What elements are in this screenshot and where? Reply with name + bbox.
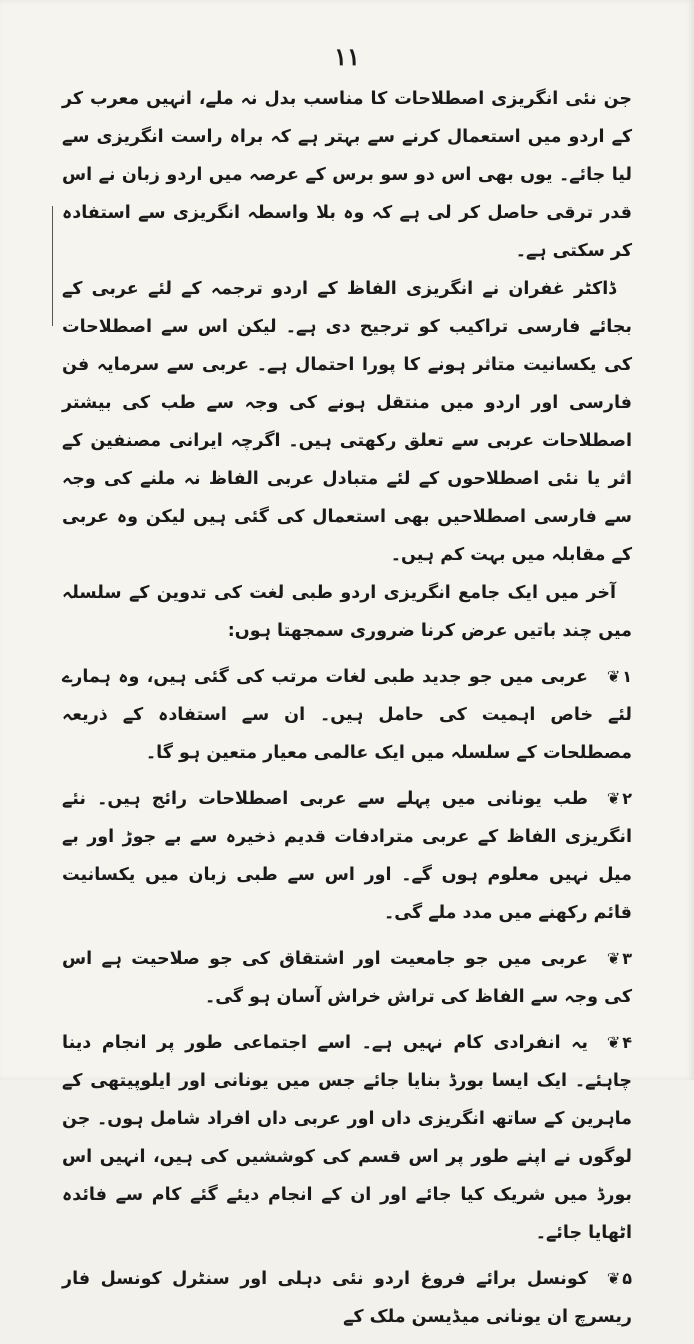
list-item-text: کونسل برائے فروغ اردو نئی دہلی اور سنٹرل کونسل فار ریسرچ ان یونانی میڈیسن ملک کے bbox=[62, 1269, 632, 1327]
list-item-text: عربی میں جو جدید طبی لغات مرتب کی گئی ہیں، وہ ہمارے لئے خاص اہمیت کی حامل ہیں۔ ان سے استفادہ کے ذریعہ مصطلحات کے سلسلہ میں ایک عالمی معیار متعین ہو گا۔ bbox=[62, 667, 632, 763]
list-item-marker: ❦ ۲ bbox=[607, 780, 632, 818]
numbered-list bbox=[62, 658, 632, 1336]
fleuron-icon: ❦ bbox=[606, 789, 621, 808]
paragraph-3: آخر میں ایک جامع انگریزی اردو طبی لغت کی تدوین کے سلسلہ میں چند باتیں عرض کرنا ضروری سمجھتا ہوں: bbox=[62, 583, 632, 641]
list-item-text: عربی میں جو جامعیت اور اشتقاق کی جو صلاحیت ہے اس کی وجہ سے الفاظ کی تراش خراش آسان ہو گی۔ bbox=[62, 949, 632, 1007]
list-item-marker: ❦ ۱ bbox=[607, 658, 632, 696]
fleuron-icon: ❦ bbox=[606, 949, 621, 968]
list-item bbox=[62, 940, 632, 1016]
list-item-text: طب یونانی میں پہلے سے عربی اصطلاحات رائج ہیں۔ نئے انگریزی الفاظ کے عربی مترادفات قدیم ذخیرہ سے بے جوڑ اور بے میل نہیں معلوم ہوں گے۔ اور اس سے طبی زبان میں یکسانیت قائم رکھنے میں مدد ملے گی۔ bbox=[62, 789, 632, 923]
fleuron-icon: ❦ bbox=[606, 1269, 621, 1288]
page-number: ۱۱ bbox=[334, 42, 360, 71]
list-item bbox=[62, 1260, 632, 1336]
margin-line bbox=[52, 206, 53, 326]
list-item bbox=[62, 780, 632, 932]
page-body bbox=[62, 80, 632, 1344]
paragraph-1: جن نئی انگریزی اصطلاحات کا مناسب بدل نہ ملے، انہیں معرب کر کے اردو میں استعمال کرنے سے بہتر ہے کہ براہ راست انگریزی سے لیا جائے۔ یوں بھی اس دو سو برس کے عرصہ میں اردو زبان نے اس قدر ترقی حاصل کر لی ہے کہ وہ بلا واسطہ انگریزی سے استفادہ کر سکتی ہے۔ bbox=[62, 89, 632, 261]
fleuron-icon: ❦ bbox=[606, 1033, 621, 1052]
list-item bbox=[62, 1024, 632, 1252]
list-item-marker: ❦ ۵ bbox=[607, 1260, 632, 1298]
list-item-text: یہ انفرادی کام نہیں ہے۔ اسے اجتماعی طور پر انجام دینا چاہئے۔ ایک ایسا بورڈ بنایا جائے جس میں یونانی اور ایلوپیتھی کے ماہرین کے ساتھ انگریزی داں اور عربی داں افراد شامل ہوں۔ جن لوگوں نے اپنے طور پر اس قسم کی کوششیں کی ہیں، انہیں اس بورڈ میں شریک کیا جائے اور ان کے انجام دیئے گئے کام سے فائدہ اٹھایا جائے۔ bbox=[62, 1033, 632, 1243]
list-item bbox=[62, 658, 632, 772]
fleuron-icon: ❦ bbox=[606, 667, 621, 686]
paragraph-2: ڈاکٹر غفران نے انگریزی الفاظ کے اردو ترجمہ کے لئے عربی کے بجائے فارسی تراکیب کو ترجیح دی ہے۔ لیکن اس سے اصطلاحات کی یکسانیت متاثر ہونے کا پورا احتمال ہے۔ عربی سے سرمایہ فن فارسی اور اردو میں منتقل ہونے کی وجہ سے طب کی بیشتر اصطلاحات عربی سے تعلق رکھتی ہیں۔ اگرچہ ایرانی مصنفین کے اثر یا نئی اصطلاحوں کے لئے متبادل عربی الفاظ نہ ملنے کی وجہ سے فارسی اصطلاحیں بھی استعمال کی گئی ہیں لیکن وہ عربی کے مقابلہ میں بہت کم ہیں۔ bbox=[62, 279, 632, 565]
list-item-marker: ❦ ۴ bbox=[607, 1024, 632, 1062]
list-item-marker: ❦ ۳ bbox=[607, 940, 632, 978]
